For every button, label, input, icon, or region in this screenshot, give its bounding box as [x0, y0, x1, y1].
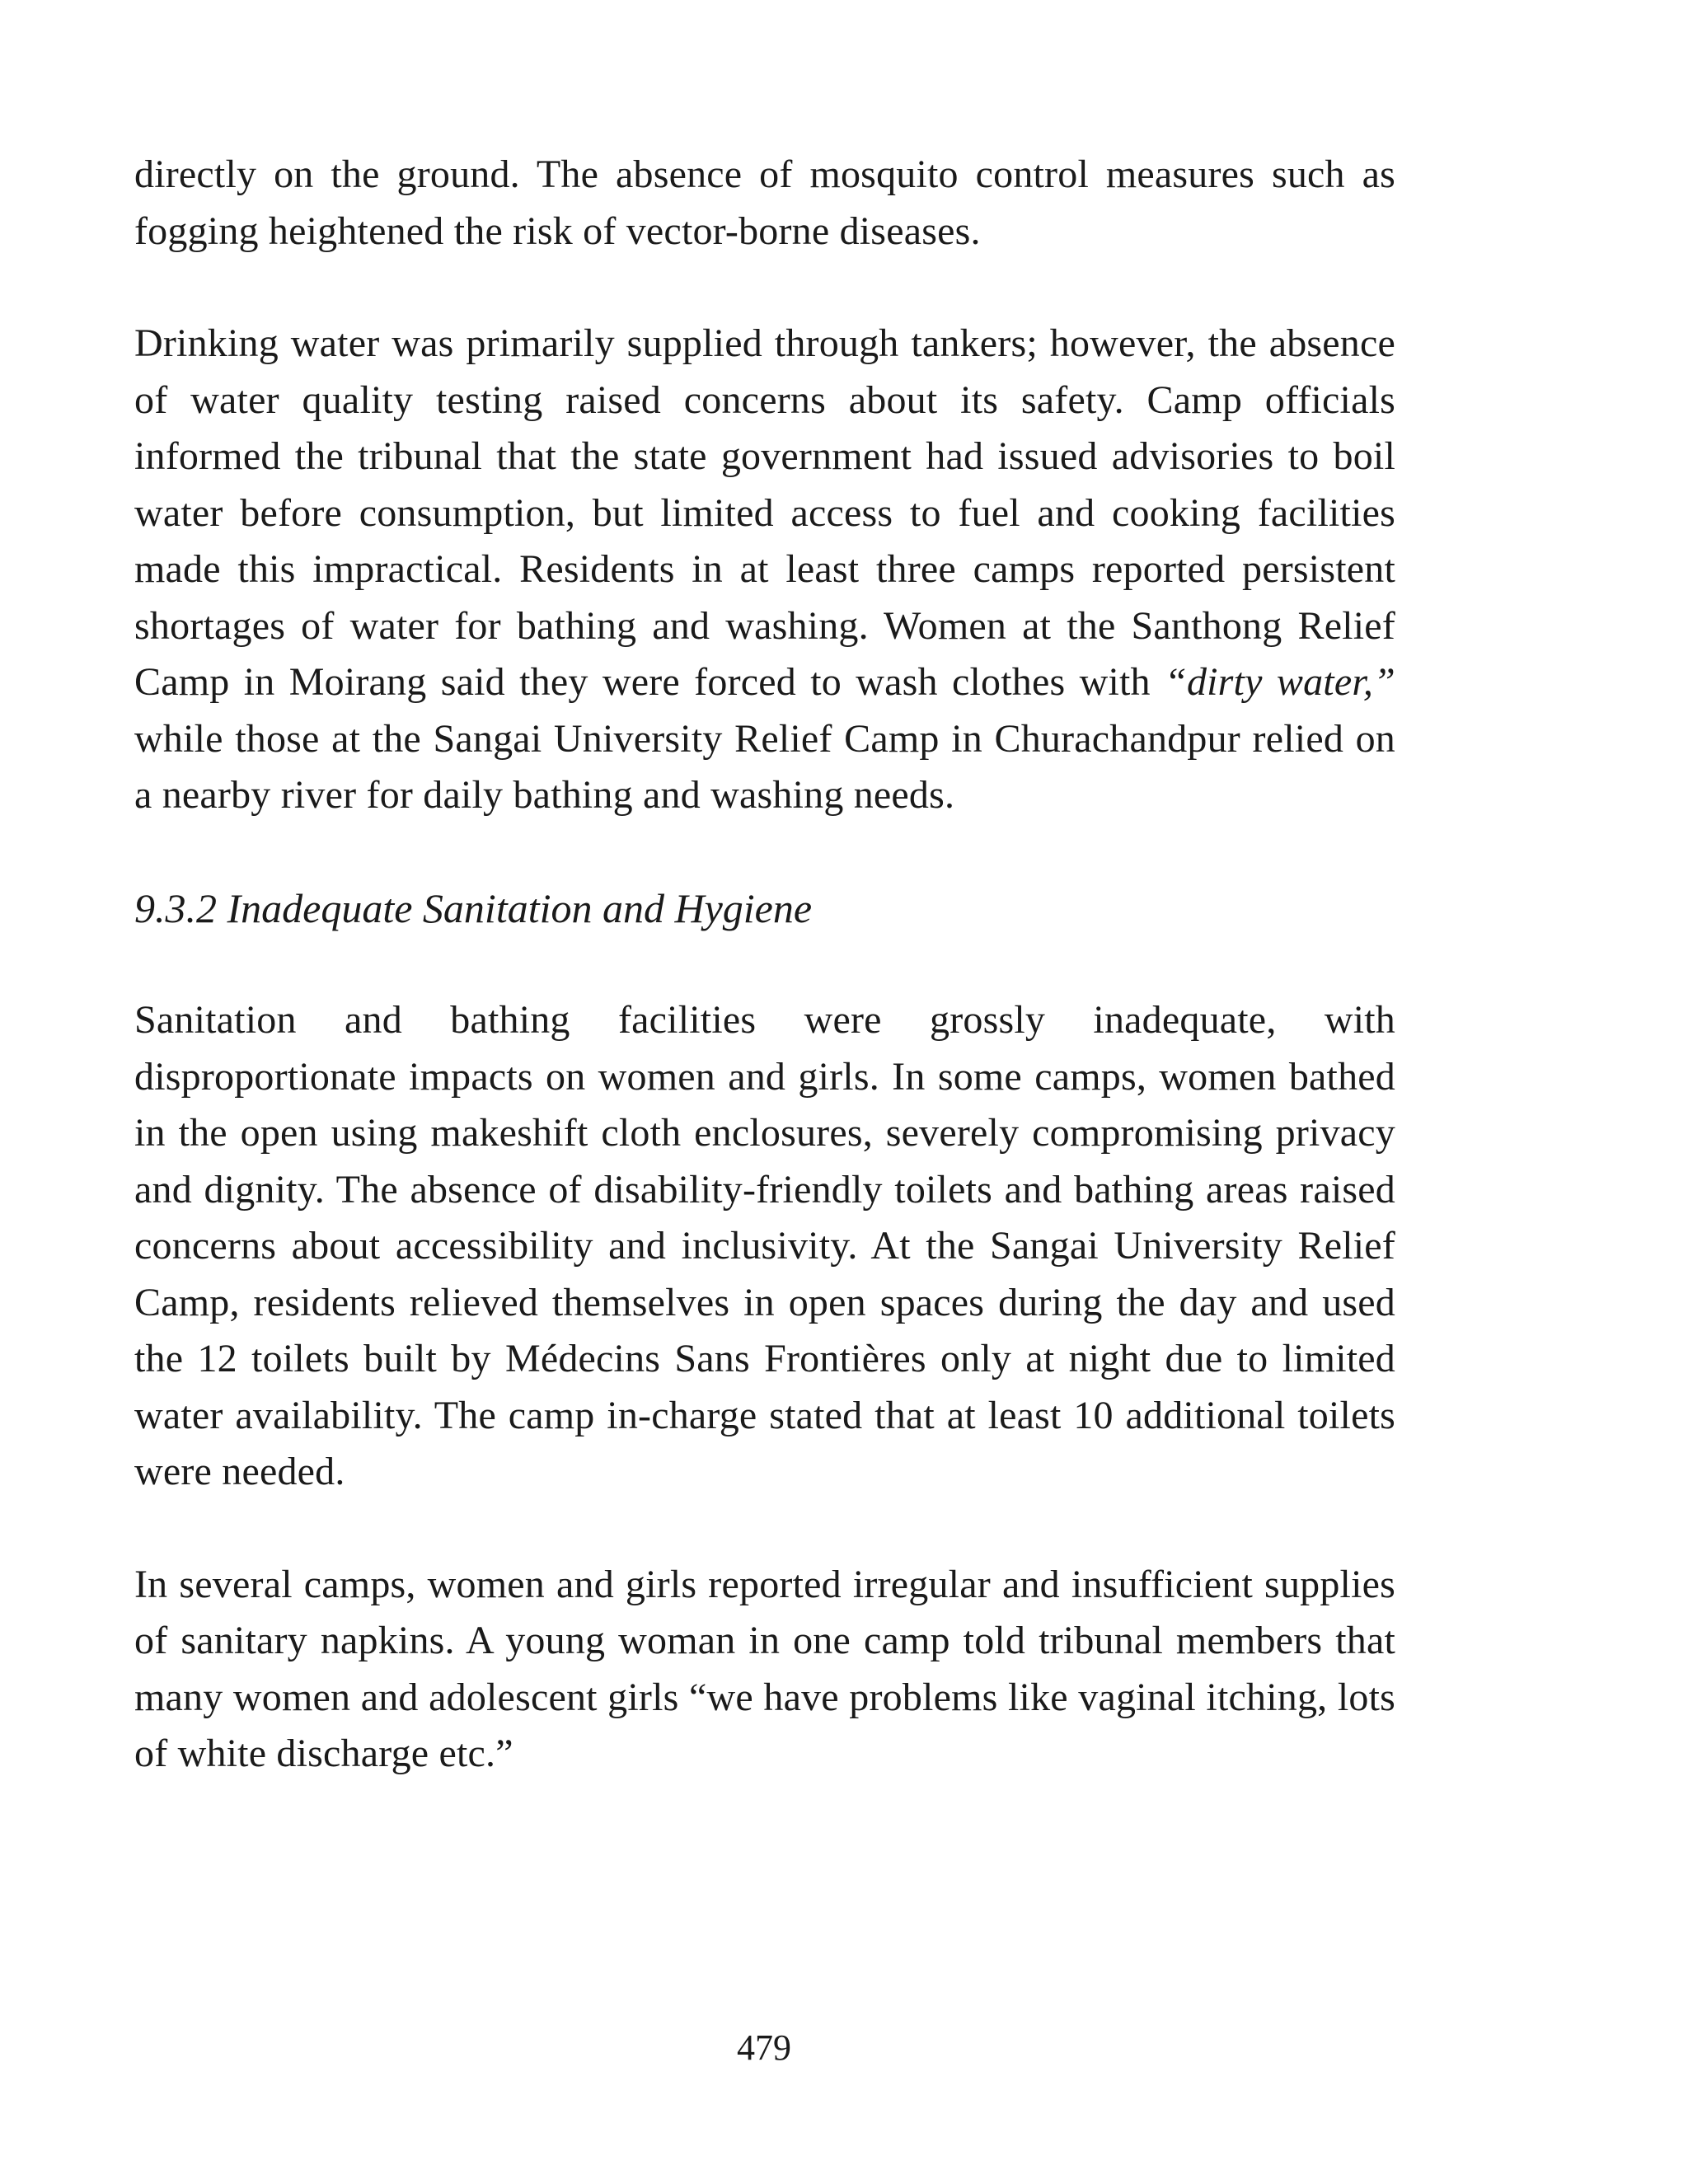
paragraph-drinking-water-continuation: while those at the Sangai University Relief Camp in Churachandpur relied on a nearby river for daily bathing and washing needs. — [134, 716, 1395, 817]
paragraph-mosquito-control: directly on the ground. The absence of mosquito control measures such as fogging heightened the risk of vector-borne diseases. — [134, 152, 1395, 253]
document-body — [134, 147, 1395, 1783]
section-heading: 9.3.2 Inadequate Sanitation and Hygiene — [134, 884, 813, 931]
paragraph-sanitation: Sanitation and bathing facilities were grossly inadequate, with disproportionate impacts on women and girls. In some camps, women bathed in the open using makeshift cloth enclosures, severely compromising privacy and dignity. The absence of disability-friendly toilets and bathing areas raised concerns about accessibility and inclusivity. At the Sangai University Relief Camp, residents relieved themselves in open spaces during the day and used the 12 toilets built by Médecins Sans Frontières only at night due to limited water availability. The camp in-charge stated that at least 10 additional toilets were needed. — [134, 998, 1395, 1493]
paragraph-sanitary-napkins: In several camps, women and girls reported irregular and insufficient supplies of sanitary napkins. A young woman in one camp told tribunal members that many women and adolescent girls “we have problems like vaginal itching, lots of white discharge etc.” — [134, 1562, 1395, 1775]
paragraph-drinking-water — [134, 316, 1395, 824]
page-number: 479 — [737, 2027, 791, 2068]
dirty-water-quote: “dirty water,” — [1165, 660, 1395, 704]
paragraph-drinking-water-text: Drinking water was primarily supplied through tankers; however, the absence of water quality testing raised concerns about its safety. Camp officials informed the tribunal that the state government had issued advisories to boil water before consumption, but limited access to fuel and cooking facilities made this impractical. Residents in at least three camps reported persistent shortages of water for bathing and washing. Women at the Santhong Relief Camp in Moirang said they were forced to wash clothes with — [134, 321, 1395, 704]
